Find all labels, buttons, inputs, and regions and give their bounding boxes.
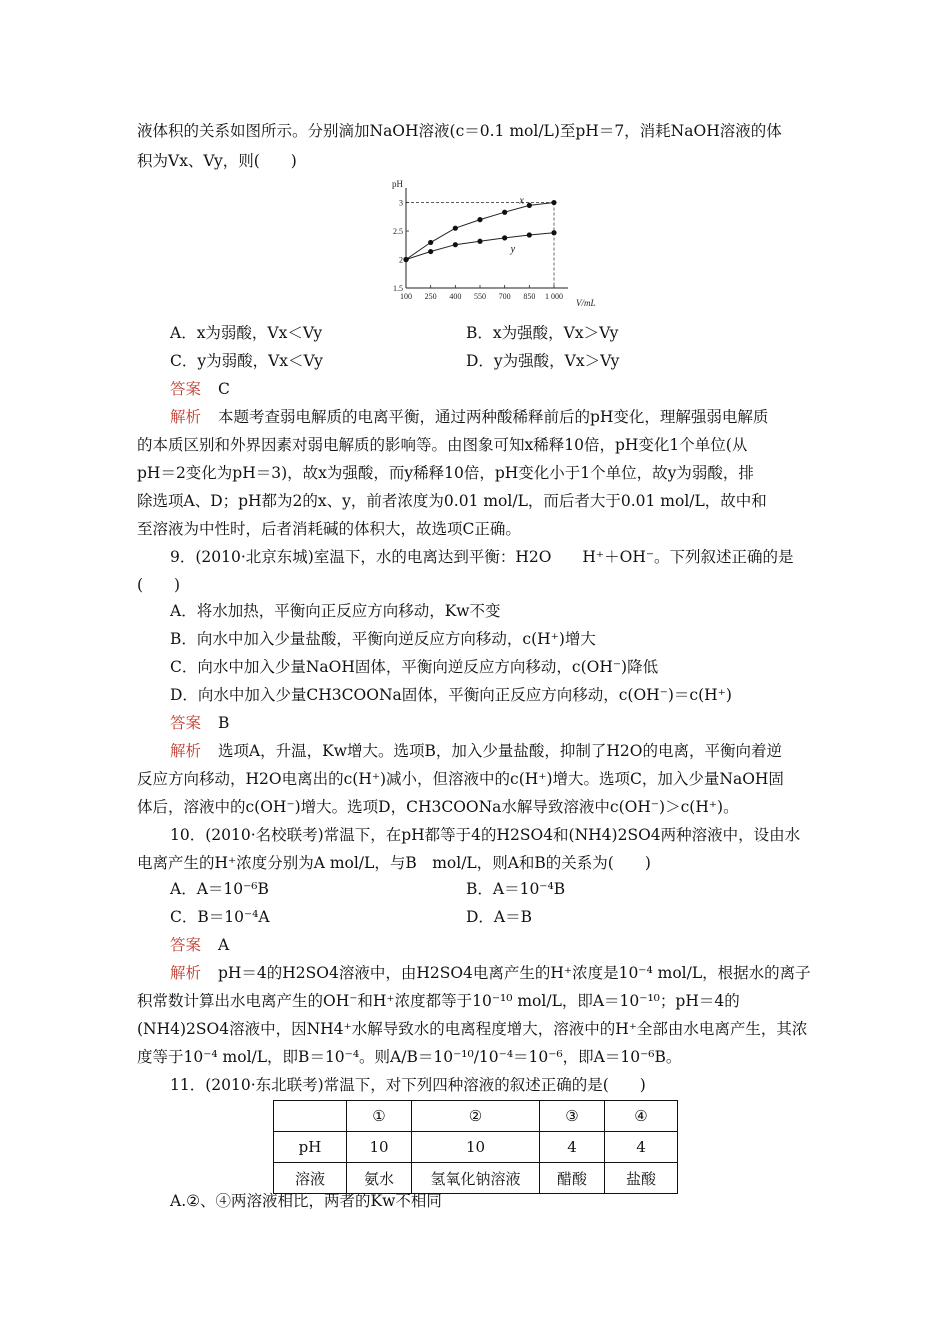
chart-point-y [551,230,556,235]
table-cell: 10 [347,1132,412,1163]
q10-answer [170,934,229,956]
table-header-row [274,1101,678,1132]
q8-analysis-line1: 的本质区别和外界因素对弱电解质的影响等。由图象可知x稀释10倍，pH变化1个单位(从 [137,436,748,454]
chart-x-tick-label: 400 [449,292,462,301]
q8-analysis-text0: 本题考查弱电解质的电离平衡，通过两种酸稀释前后的pH变化，理解强弱电解质 [217,408,769,426]
q9-analysis-text0: 选项A，升温，Kw增大。选项B，加入少量盐酸，抑制了H2O的电离，平衡向着逆 [217,742,782,760]
q10-analysis-text0: pH＝4的H2SO4溶液中，由H2SO4电离产生的H⁺浓度是10⁻⁴ mol/L，根据水的离子 [217,964,811,982]
q10-analysis-line1: 积常数计算出水电离产生的OH⁻和H⁺浓度都等于10⁻¹⁰ mol/L，即A＝10⁻¹⁰；pH＝4的 [137,992,740,1010]
table-cell: ① [347,1101,412,1132]
chart-x-tick-label: 100 [400,292,412,301]
q8-analysis-line3: 除选项A、D；pH都为2的x、y，前者浓度为0.01 mol/L，而后者大于0.01 mol/L，故中和 [137,492,767,510]
table-cell: 4 [540,1132,605,1163]
chart-point-y [403,257,408,262]
table-cell: 4 [605,1132,678,1163]
q11-option-a: A.②、④两溶液相比，两者的Kw不相同 [170,1192,442,1210]
chart-point-x [551,200,556,205]
q8-analysis-line0 [170,406,768,428]
table-row [274,1163,678,1194]
chart-y-tick-label: 1.5 [393,284,403,293]
chart-point-y [428,249,433,254]
q9-answer-label: 答案 [170,714,202,732]
q8-stem-line2: 积为Vx、Vy，则( ) [137,152,297,170]
q9-option-a: A．将水加热，平衡向正反应方向移动，Kw不变 [170,602,501,620]
q10-answer-value: A [217,936,230,954]
q10-stem-line2: 电离产生的H⁺浓度分别为A mol/L，与B mol/L，则A和B的关系为( ) [137,854,651,872]
q10-analysis-line0 [170,962,811,984]
q9-analysis-label: 解析 [170,742,202,760]
chart-series-line-y [406,233,554,260]
chart-y-tick-label: 2 [399,255,403,265]
chart-xlabel: V/mL [576,298,596,308]
chart-y-tick-label: 3 [399,198,403,208]
chart-point-x [477,217,482,222]
chart-point-y [502,235,507,240]
q10-analysis-line2: (NH4)2SO4溶液中，因NH4⁺水解导致水的电离程度增大，溶液中的H⁺全部由水电离产生，其浓 [137,1020,808,1038]
q9-stem-line2: ( ) [137,576,181,594]
q8-option-c: C．y为弱酸，Vx＜Vy [170,352,323,370]
table-cell [274,1101,347,1132]
q9-option-d: D．向水中加入少量CH3COONa固体，平衡向正反应方向移动，c(OH⁻)＝c(H⁺) [170,686,732,704]
q9-analysis-line1: 反应方向移动，H2O电离出的c(H⁺)减小，但溶液中的c(H⁺)增大。选项C，加入少量NaOH固 [137,770,784,788]
q10-analysis-label: 解析 [170,964,202,982]
table-cell: ③ [540,1101,605,1132]
chart-point-x [527,203,532,208]
q9-option-c: C．向水中加入少量NaOH固体，平衡向逆反应方向移动，c(OH⁻)降低 [170,658,659,676]
table-row [274,1132,678,1163]
q8-stem-line1: 液体积的关系如图所示。分别滴加NaOH溶液(c＝0.1 mol/L)至pH＝7，消耗NaOH溶液的体 [137,122,782,140]
q10-option-b: B．A＝10⁻⁴B [466,880,566,898]
chart-point-x [453,226,458,231]
chart-x-tick-label: 1 000 [545,292,563,301]
table-cell: 氢氧化钠溶液 [412,1163,540,1194]
q10-option-d: D．A＝B [466,908,533,926]
table-cell: 溶液 [274,1163,347,1194]
chart-point-y [477,239,482,244]
table-cell: 醋酸 [540,1163,605,1194]
q9-stem-line1: 9．(2010·北京东城)室温下，水的电离达到平衡：H2O H⁺＋OH⁻。下列叙述正确的是 [170,548,794,566]
q10-answer-label: 答案 [170,936,202,954]
q8-answer-label: 答案 [170,380,202,398]
q10-analysis-line3: 度等于10⁻⁴ mol/L，即B＝10⁻⁴。则A/B＝10⁻¹⁰/10⁻⁴＝10⁻⁶，即A＝10⁻⁶B。 [137,1048,682,1066]
q10-option-c: C．B＝10⁻⁴A [170,908,270,926]
chart-point-y [453,242,458,247]
chart-point-x [502,210,507,215]
q8-option-a: A．x为弱酸，Vx＜Vy [170,324,323,342]
q11-stem: 11．(2010·东北联考)常温下，对下列四种溶液的叙述正确的是( ) [170,1076,646,1094]
chart-x-tick-label: 850 [523,292,536,301]
solutions-table [273,1100,678,1194]
chart-point-x [428,240,433,245]
q8-answer-value: C [217,380,230,398]
q9-option-b: B．向水中加入少量盐酸，平衡向逆反应方向移动，c(H⁺)增大 [170,630,596,648]
table-cell: ② [412,1101,540,1132]
chart-x-tick-label: 250 [424,292,437,301]
q8-answer [170,378,230,400]
table-cell: 盐酸 [605,1163,678,1194]
q9-answer-value: B [217,714,230,732]
q9-analysis-line0 [170,740,782,762]
chart-x-tick-label: 550 [474,292,486,301]
q9-answer [170,712,229,734]
chart-series-label-x: x [519,195,524,207]
q10-option-a: A．A＝10⁻⁶B [170,880,269,898]
chart-y-tick-label: 2.5 [393,227,403,237]
chart-series-label-y: y [510,243,516,255]
chart-x-tick-label: 700 [498,292,511,301]
table-cell: 氨水 [347,1163,412,1194]
q9-analysis-line2: 体后，溶液中的c(OH⁻)增大。选项D，CH3COONa水解导致溶液中c(OH⁻)＞c(H⁺)。 [137,798,739,816]
table-cell: 10 [412,1132,540,1163]
q8-option-d: D．y为强酸，Vx＞Vy [466,352,620,370]
ph-volume-chart [384,176,604,312]
chart-ylabel: pH [392,179,403,189]
chart-point-y [527,232,532,237]
q8-analysis-line2: pH＝2变化为pH＝3)，故x为强酸，而y稀释10倍，pH变化小于1个单位，故y为弱酸，排 [137,464,754,482]
table-cell: ④ [605,1101,678,1132]
q8-option-b: B．x为强酸，Vx＞Vy [466,324,619,342]
q8-analysis-line4: 至溶液为中性时，后者消耗碱的体积大，故选项C正确。 [137,520,521,538]
q10-stem-line1: 10．(2010·名校联考)常温下，在pH都等于4的H2SO4和(NH4)2SO4两种溶液中，设由水 [170,826,801,844]
q8-analysis-label: 解析 [170,408,202,426]
table-cell: pH [274,1132,347,1163]
